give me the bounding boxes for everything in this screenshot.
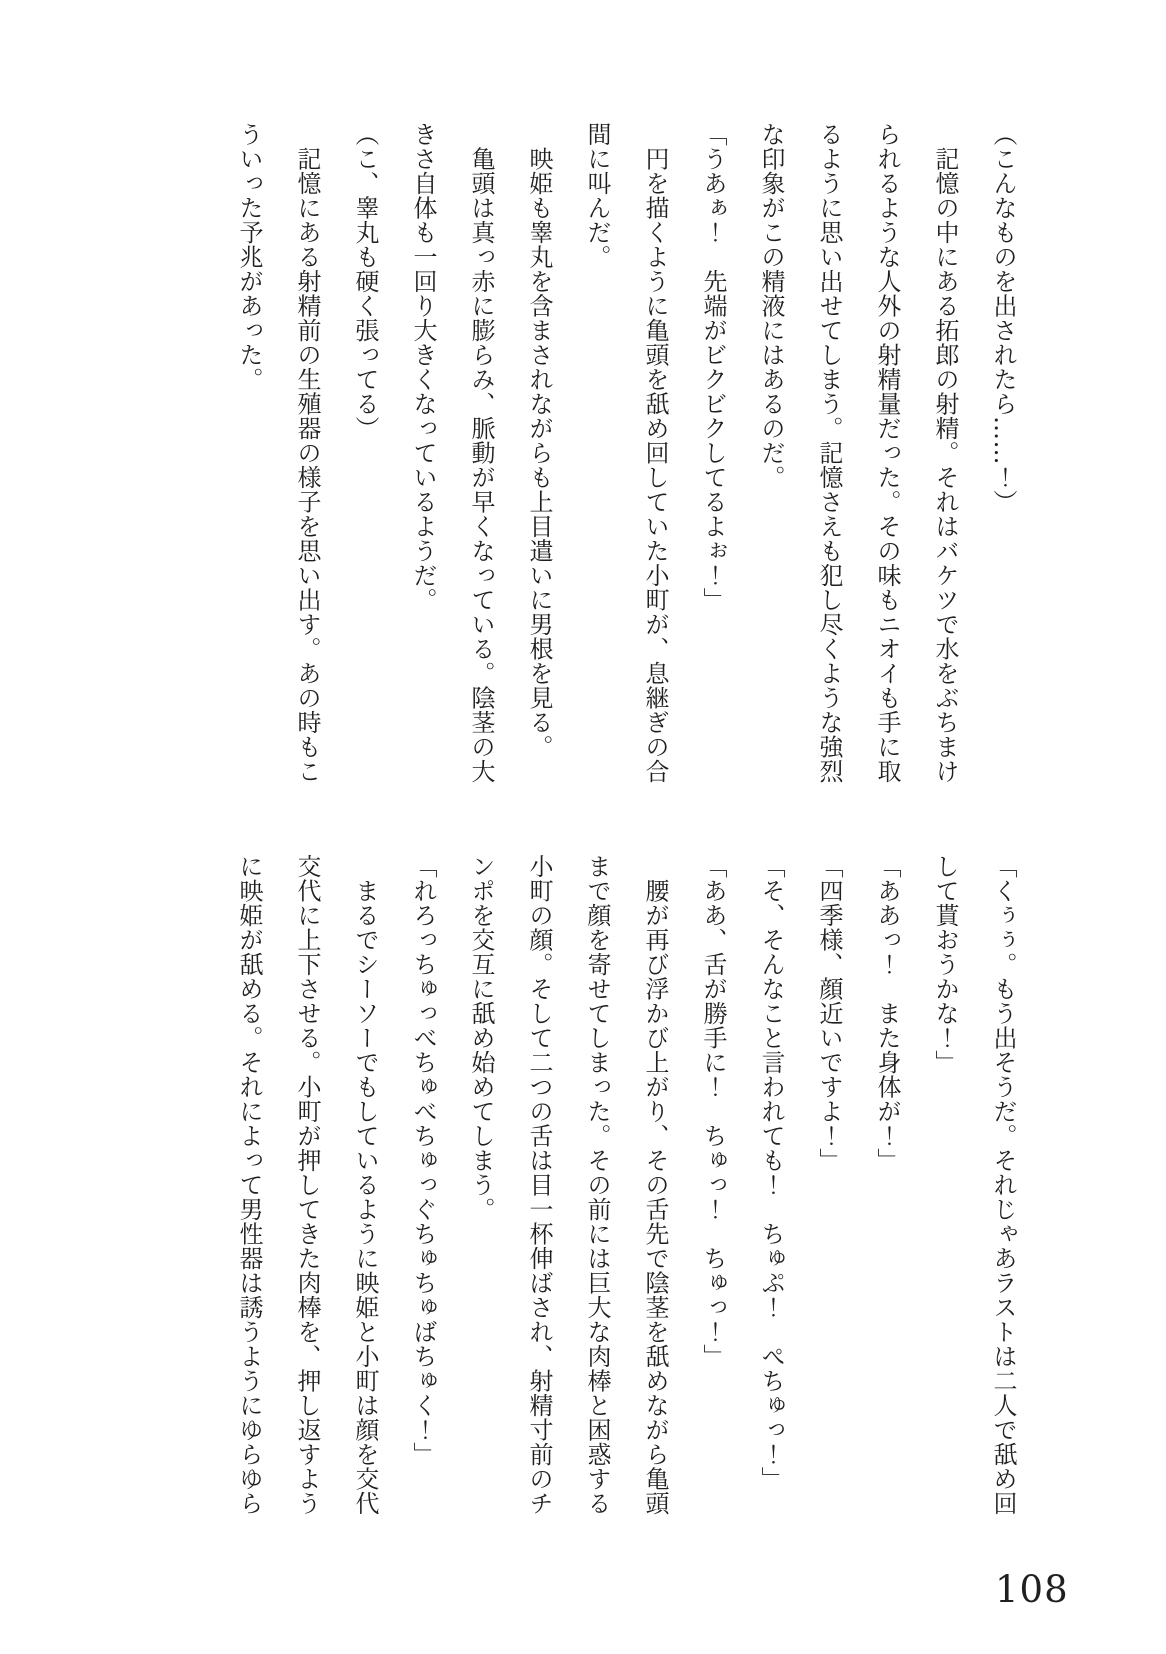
text-line: ンポを交互に舐め始めてしまう。 [467, 854, 495, 1222]
text-line: 「れろっちゅっべちゅべちゅっぐちゅちゅばちゅく！」 [409, 854, 437, 1467]
bottom-text-block [220, 854, 1032, 1549]
text-line: るように思い出せてしまう。記憶さえも犯し尽くような強烈 [815, 122, 843, 784]
text-line: られるような人外の射精量だった。その味もニオイも手に取 [873, 122, 901, 784]
page-number: 108 [995, 1568, 1069, 1611]
text-line: まるでシーソーでもしているように映姫と小町は顔を交代 [351, 854, 379, 1516]
text-line: （こんなものを出されたら……！） [989, 122, 1017, 514]
text-line: 映姫も睾丸を含まされながらも上目遣いに男根を見る。 [525, 122, 553, 759]
text-line: 「くぅぅ。もう出そうだ。それじゃあラストは二人で舐め回 [989, 854, 1017, 1516]
text-line: 間に叫んだ。 [583, 122, 611, 269]
text-line: まで顔を寄せてしまった。その前には巨大な肉棒と困惑する [583, 854, 611, 1516]
text-line: 記憶にある射精前の生殖器の様子を思い出す。あの時もこ [293, 122, 321, 784]
text-line: な印象がこの精液にはあるのだ。 [757, 122, 785, 490]
text-line: 亀頭は真っ赤に膨らみ、脈動が早くなっている。陰茎の大 [467, 122, 495, 784]
top-text-block [220, 122, 1032, 802]
text-line: に映姫が舐める。それによって男性器は誘うようにゆらゆら [235, 854, 263, 1516]
text-line: 「ああっ！ また身体が！」 [873, 854, 901, 1173]
text-line: 「そ、そんなこと言われても！ ちゅぷ！ ぺちゅっ！」 [757, 854, 785, 1491]
text-line: 小町の顔。そして二つの舌は目一杯伸ばされ、射精寸前のチ [525, 854, 553, 1516]
text-line: （こ、睾丸も硬く張ってる） [351, 122, 379, 441]
text-line: きさ自体も一回り大きくなっているようだ。 [409, 122, 437, 612]
text-line: 腰が再び浮かび上がり、その舌先で陰茎を舐めながら亀頭 [641, 854, 669, 1516]
text-line: ういった予兆があった。 [235, 122, 263, 392]
text-line: 円を描くように亀頭を舐め回していた小町が、息継ぎの合 [641, 122, 669, 784]
text-line: 「四季様、顔近いですよ！」 [815, 854, 843, 1173]
text-line: 記憶の中にある拓郎の射精。それはバケツで水をぶちまけ [931, 122, 959, 784]
text-line: 「ああ、舌が勝手に！ ちゅっ！ ちゅっ！」 [699, 854, 727, 1369]
text-line: して貰おうかな！」 [931, 854, 959, 1075]
text-line: 交代に上下させる。小町が押してきた肉棒を、押し返すよう [293, 854, 321, 1516]
text-line: 「うあぁ！ 先端がビクビクしてるよぉ！」 [699, 122, 727, 612]
